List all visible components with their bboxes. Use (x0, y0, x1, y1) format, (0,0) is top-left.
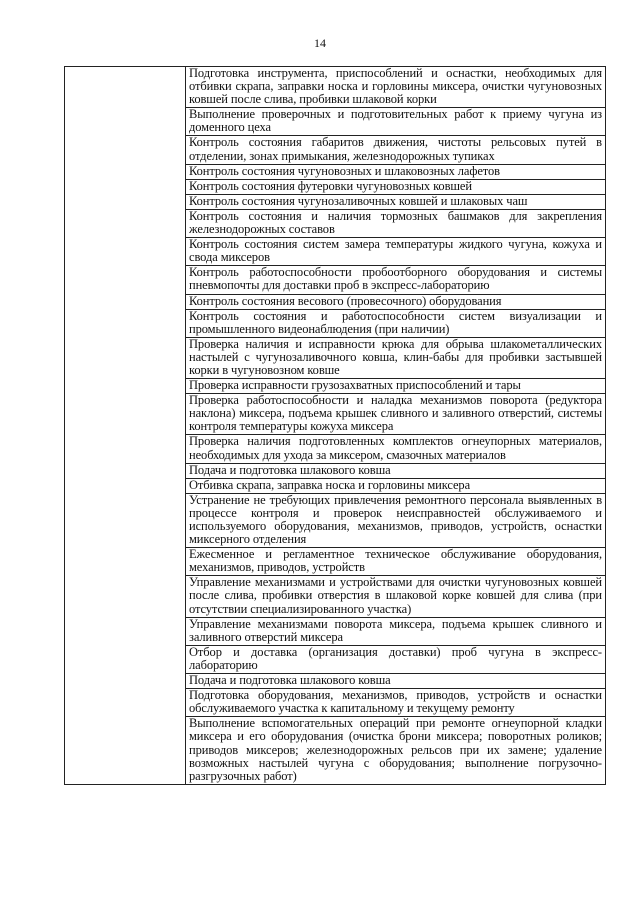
task-cell: Подготовка инструмента, приспособлений и оснастки, необходимых для отбивки скрапа, заправки носка и горловины миксера, очистки чугуновозных ковшей после слива, пробивки шлаковой корки (186, 67, 606, 108)
task-cell: Подача и подготовка шлакового ковша (186, 463, 606, 478)
task-cell: Отбивка скрапа, заправка носка и горловины миксера (186, 478, 606, 493)
task-cell: Устранение не требующих привлечения ремонтного персонала выявленных в процессе контроля и проверок неисправностей обслуживаемого и используемого оборудования, механизмов, приводов, устройств, оснастки миксерного отделения (186, 493, 606, 547)
left-column-cell (65, 67, 186, 785)
task-cell: Выполнение проверочных и подготовительных работ к приему чугуна из доменного цеха (186, 108, 606, 136)
task-cell: Управление механизмами поворота миксера, подъема крышек сливного и заливного отверстий миксера (186, 617, 606, 645)
task-cell: Контроль состояния весового (провесочного) оборудования (186, 294, 606, 309)
page-number: 14 (314, 36, 326, 50)
task-cell: Контроль состояния футеровки чугуновозных ковшей (186, 179, 606, 194)
table-row (65, 67, 606, 108)
task-cell: Подготовка оборудования, механизмов, приводов, устройств и оснастки обслуживаемого участка к капитальному и текущему ремонту (186, 689, 606, 717)
task-cell: Выполнение вспомогательных операций при ремонте огнеупорной кладки миксера и его оборудования (очистка брони миксера; поворотных роликов; приводов миксеров; железнодорожных рельсов при их замене; удаление возможных настылей чугуна с оборудования; выполнение погрузочно-разгрузочных работ) (186, 717, 606, 784)
task-cell: Контроль состояния чугуновозных и шлаковозных лафетов (186, 164, 606, 179)
task-cell: Подача и подготовка шлакового ковша (186, 674, 606, 689)
task-cell: Ежесменное и регламентное техническое обслуживание оборудования, механизмов, приводов, устройств (186, 548, 606, 576)
task-cell: Проверка наличия подготовленных комплектов огнеупорных материалов, необходимых для ухода за миксером, смазочных материалов (186, 435, 606, 463)
task-cell: Контроль работоспособности пробоотборного оборудования и системы пневмопочты для доставки проб в экспресс-лабораторию (186, 266, 606, 294)
task-cell: Проверка наличия и исправности крюка для обрыва шлакометаллических настылей с чугунозаливочного ковша, клин-бабы для пробивки застывшей корки в чугуновозном ковше (186, 337, 606, 378)
task-cell: Контроль состояния и работоспособности систем визуализации и промышленного видеонаблюдения (при наличии) (186, 309, 606, 337)
task-cell: Отбор и доставка (организация доставки) проб чугуна в экспресс-лабораторию (186, 645, 606, 673)
task-cell: Контроль состояния чугунозаливочных ковшей и шлаковых чаш (186, 194, 606, 209)
task-cell: Контроль состояния и наличия тормозных башмаков для закрепления железнодорожных составов (186, 209, 606, 237)
task-cell: Контроль состояния систем замера температуры жидкого чугуна, кожуха и свода миксеров (186, 238, 606, 266)
task-cell: Проверка исправности грузозахватных приспособлений и тары (186, 379, 606, 394)
job-functions-table (64, 66, 606, 785)
task-cell: Управление механизмами и устройствами для очистки чугуновозных ковшей после слива, пробивки отверстия в шлаковой корке ковшей для слива (при отсутствии специализированного участка) (186, 576, 606, 617)
task-cell: Проверка работоспособности и наладка механизмов поворота (редуктора наклона) миксера, подъема крышек сливного и заливного отверстий, системы контроля температуры кожуха миксера (186, 394, 606, 435)
task-cell: Контроль состояния габаритов движения, чистоты рельсовых путей в отделении, зонах примыкания, железнодорожных тупиках (186, 136, 606, 164)
